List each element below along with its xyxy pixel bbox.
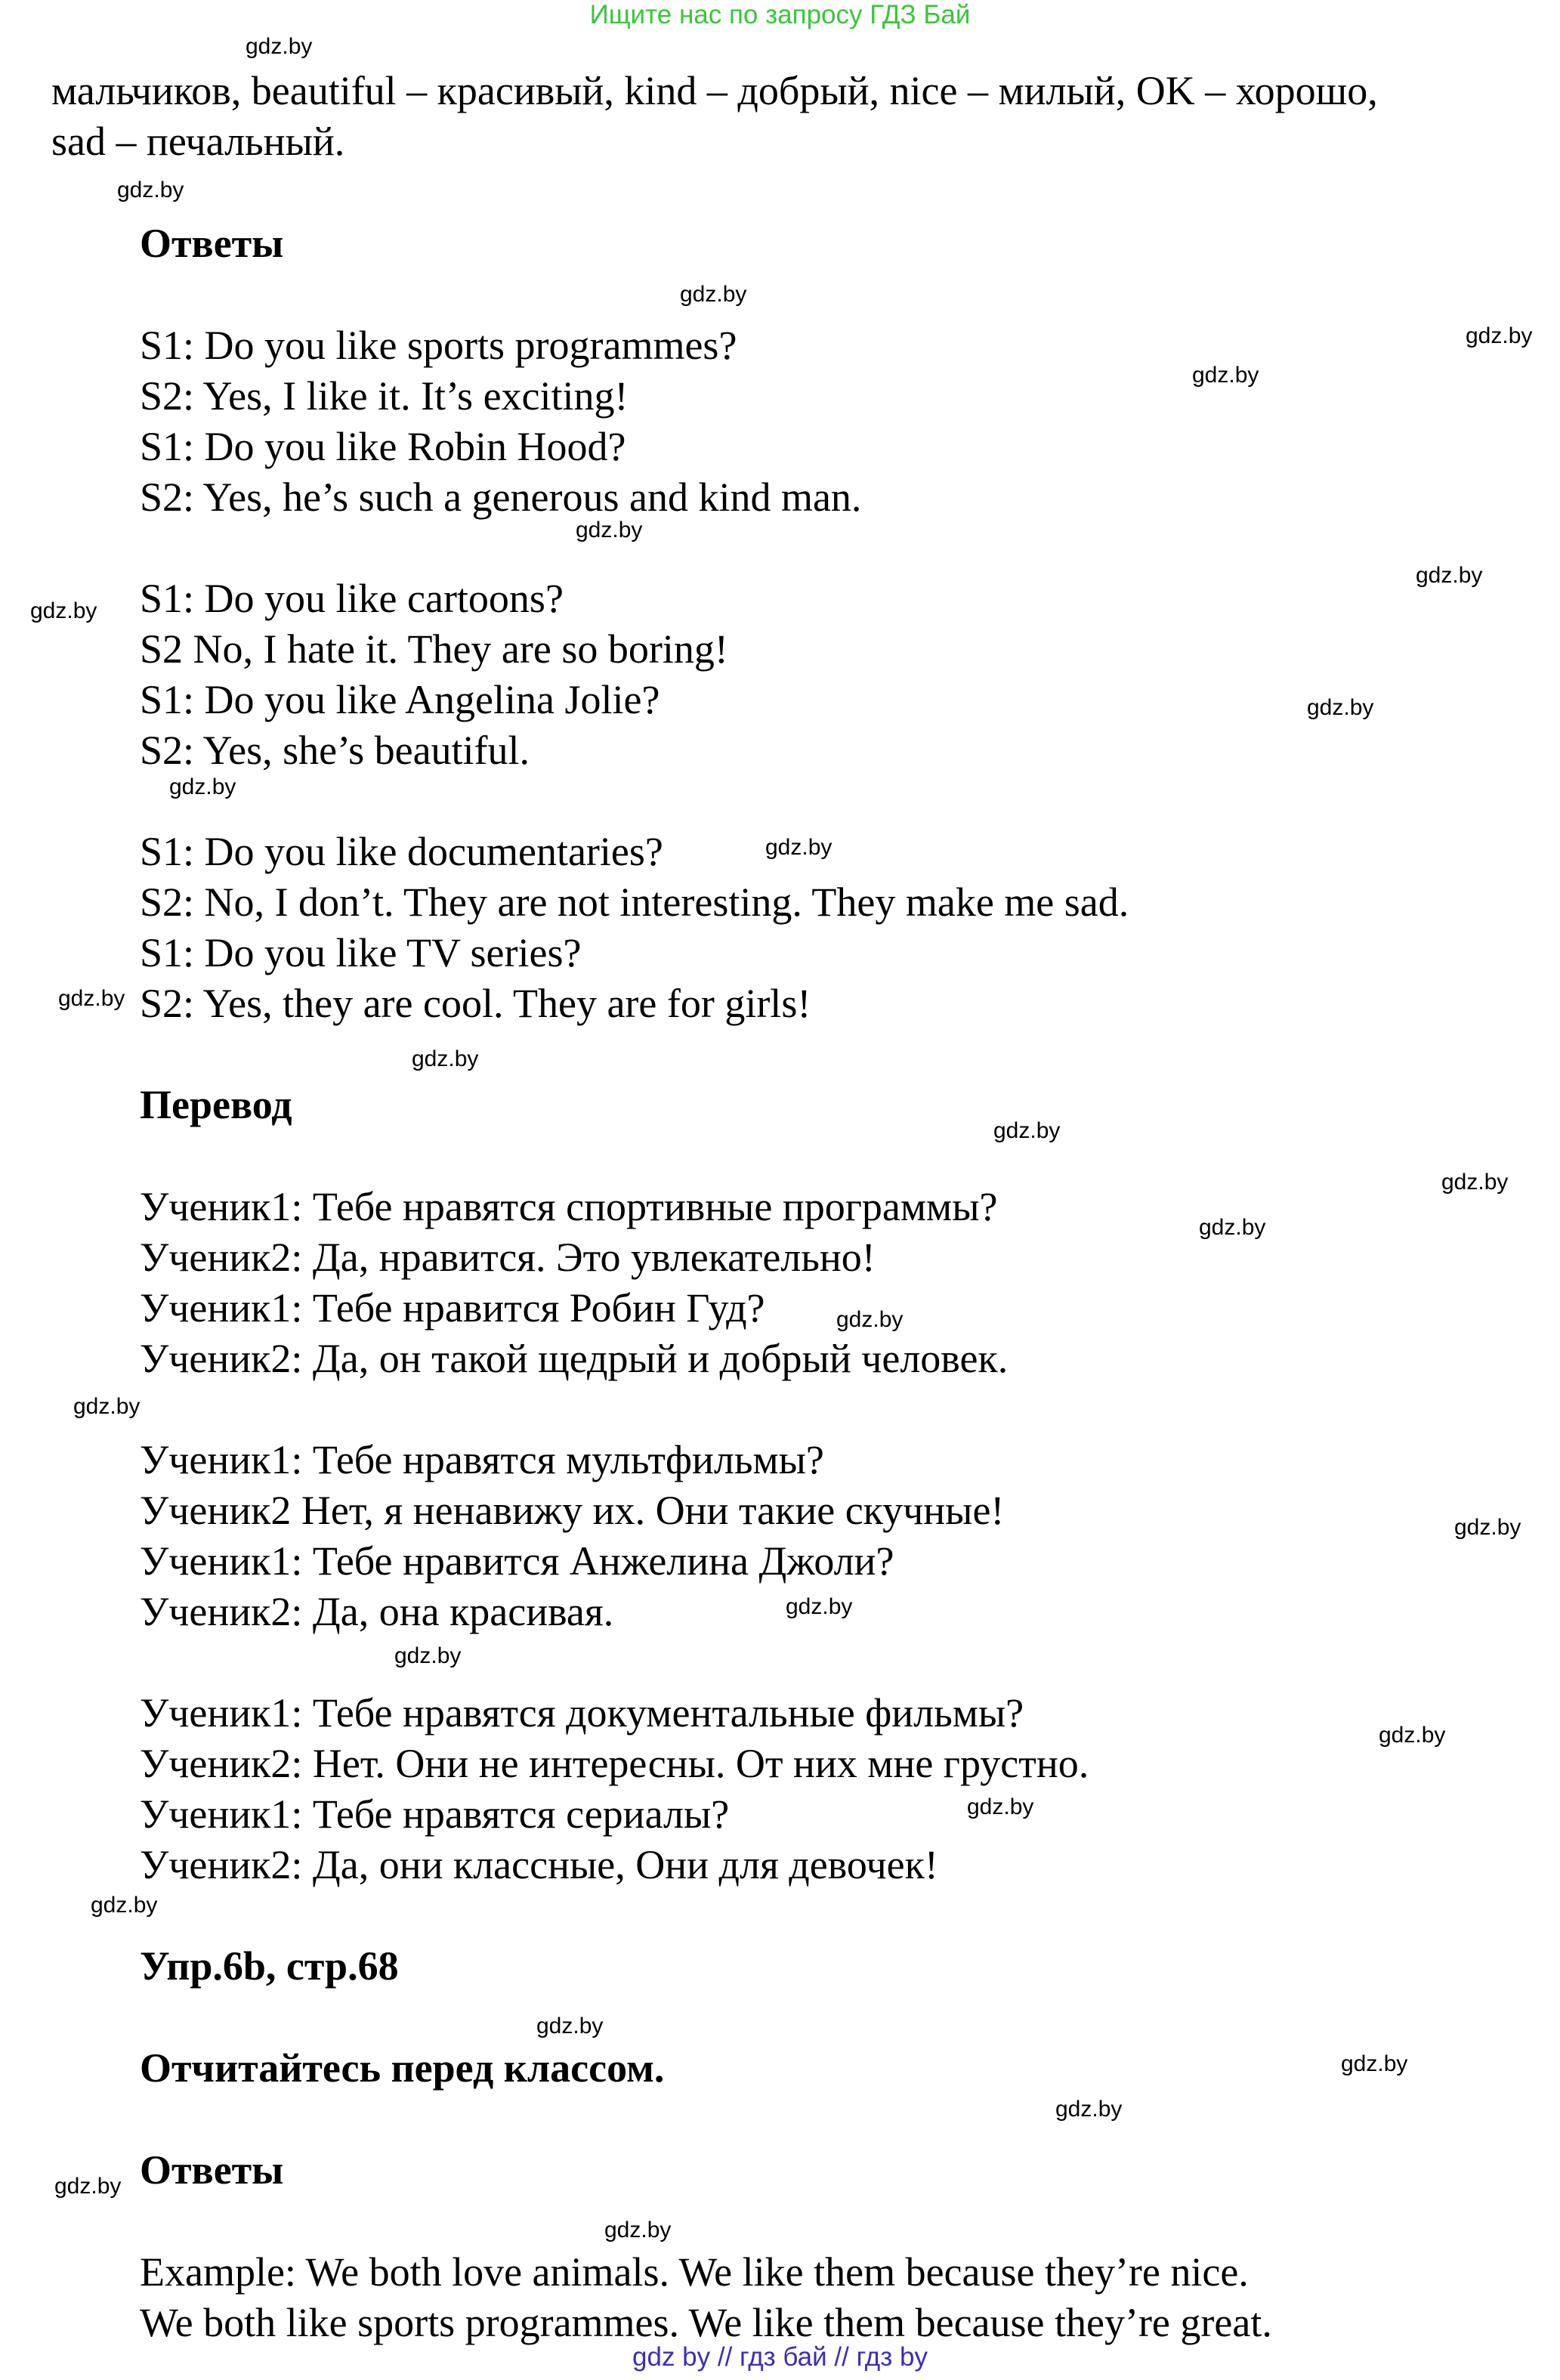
translation-line: Ученик1: Тебе нравятся сериалы? — [140, 1791, 730, 1837]
watermark: gdz.by — [169, 774, 236, 799]
watermark: gdz.by — [967, 1794, 1034, 1819]
watermark: gdz.by — [1441, 1170, 1509, 1195]
watermark: gdz.by — [54, 2174, 122, 2199]
watermark: gdz.by — [1199, 1215, 1266, 1240]
translation-line: Ученик2: Да, она красивая. — [140, 1589, 614, 1634]
translation-line: Ученик1: Тебе нравится Робин Гуд? — [140, 1285, 765, 1331]
dialogue-line: S1: Do you like cartoons? — [140, 576, 564, 621]
watermark: gdz.by — [1192, 363, 1259, 388]
example-line: Example: We both love animals. We like them because they’re nice. — [140, 2249, 1249, 2295]
watermark: gdz.by — [1055, 2097, 1123, 2122]
task-heading: Отчитайтесь перед классом. — [140, 2045, 665, 2091]
watermark: gdz.by — [73, 1394, 141, 1419]
watermark: gdz.by — [1416, 563, 1483, 588]
watermark: gdz.by — [786, 1594, 853, 1619]
translation-line: Ученик2: Да, они классные, Они для девочек! — [140, 1842, 938, 1887]
watermark: gdz.by — [1379, 1723, 1446, 1748]
top-banner[interactable]: Ищите нас по запросу ГДЗ Бай — [589, 0, 971, 29]
translation-heading: Перевод — [140, 1082, 292, 1127]
watermark: gdz.by — [1341, 2051, 1408, 2076]
watermark: gdz.by — [536, 2014, 604, 2038]
dialogue-line: S1: Do you like sports programmes? — [140, 323, 737, 368]
translation-line: Ученик2: Нет. Они не интересны. От них мне грустно. — [140, 1741, 1089, 1786]
translation-line: Ученик2 Нет, я ненавижу их. Они такие скучные! — [140, 1488, 1005, 1533]
watermark: gdz.by — [604, 2218, 672, 2242]
dialogue-line: S1: Do you like documentaries? — [140, 829, 663, 874]
translation-line: Ученик2: Да, нравится. Это увлекательно! — [140, 1235, 876, 1280]
answers2-heading: Ответы — [140, 2147, 284, 2193]
translation-line: Ученик1: Тебе нравится Анжелина Джоли? — [140, 1538, 894, 1584]
watermark: gdz.by — [58, 986, 125, 1011]
dialogue-line: S2: No, I don’t. They are not interesting. They make me sad. — [140, 879, 1129, 925]
watermark: gdz.by — [91, 1893, 158, 1918]
watermark: gdz.by — [993, 1118, 1061, 1143]
dialogue-line: S1: Do you like TV series? — [140, 930, 582, 975]
exercise-heading: Упр.6b, стр.68 — [140, 1943, 399, 1989]
dialogue-line: S1: Do you like Angelina Jolie? — [140, 677, 660, 722]
watermark: gdz.by — [394, 1643, 462, 1668]
translation-line: Ученик1: Тебе нравятся мультфильмы? — [140, 1437, 824, 1482]
dialogue-line: S2 No, I hate it. They are so boring! — [140, 626, 728, 672]
intro-line: sad – печальный. — [51, 119, 345, 164]
watermark: gdz.by — [1454, 1515, 1521, 1540]
intro-line: мальчиков, beautiful – красивый, kind – добрый, nice – милый, OK – хорошо, — [51, 68, 1378, 113]
watermark: gdz.by — [576, 518, 643, 542]
example-line: We both like sports programmes. We like them because they’re great. — [140, 2300, 1272, 2345]
watermark: gdz.by — [836, 1307, 904, 1332]
translation-line: Ученик1: Тебе нравятся спортивные программы? — [140, 1184, 998, 1229]
dialogue-line: S2: Yes, I like it. It’s exciting! — [140, 373, 629, 419]
watermark: gdz.by — [30, 598, 97, 623]
watermark: gdz.by — [117, 178, 184, 202]
watermark: gdz.by — [765, 835, 833, 860]
answers-heading: Ответы — [140, 221, 284, 266]
watermark: gdz.by — [246, 34, 313, 59]
watermark: gdz.by — [1466, 323, 1533, 348]
footer-links[interactable]: gdz by // гдз бай // гдз by — [632, 2342, 928, 2372]
watermark: gdz.by — [680, 282, 747, 307]
dialogue-line: S2: Yes, she’s beautiful. — [140, 728, 530, 773]
translation-line: Ученик1: Тебе нравятся документальные фильмы? — [140, 1690, 1024, 1736]
translation-line: Ученик2: Да, он такой щедрый и добрый человек. — [140, 1336, 1009, 1381]
watermark: gdz.by — [412, 1046, 479, 1071]
watermark: gdz.by — [1307, 695, 1374, 720]
dialogue-line: S1: Do you like Robin Hood? — [140, 424, 626, 469]
dialogue-line: S2: Yes, he’s such a generous and kind man. — [140, 474, 862, 520]
dialogue-line: S2: Yes, they are cool. They are for girls! — [140, 981, 811, 1026]
